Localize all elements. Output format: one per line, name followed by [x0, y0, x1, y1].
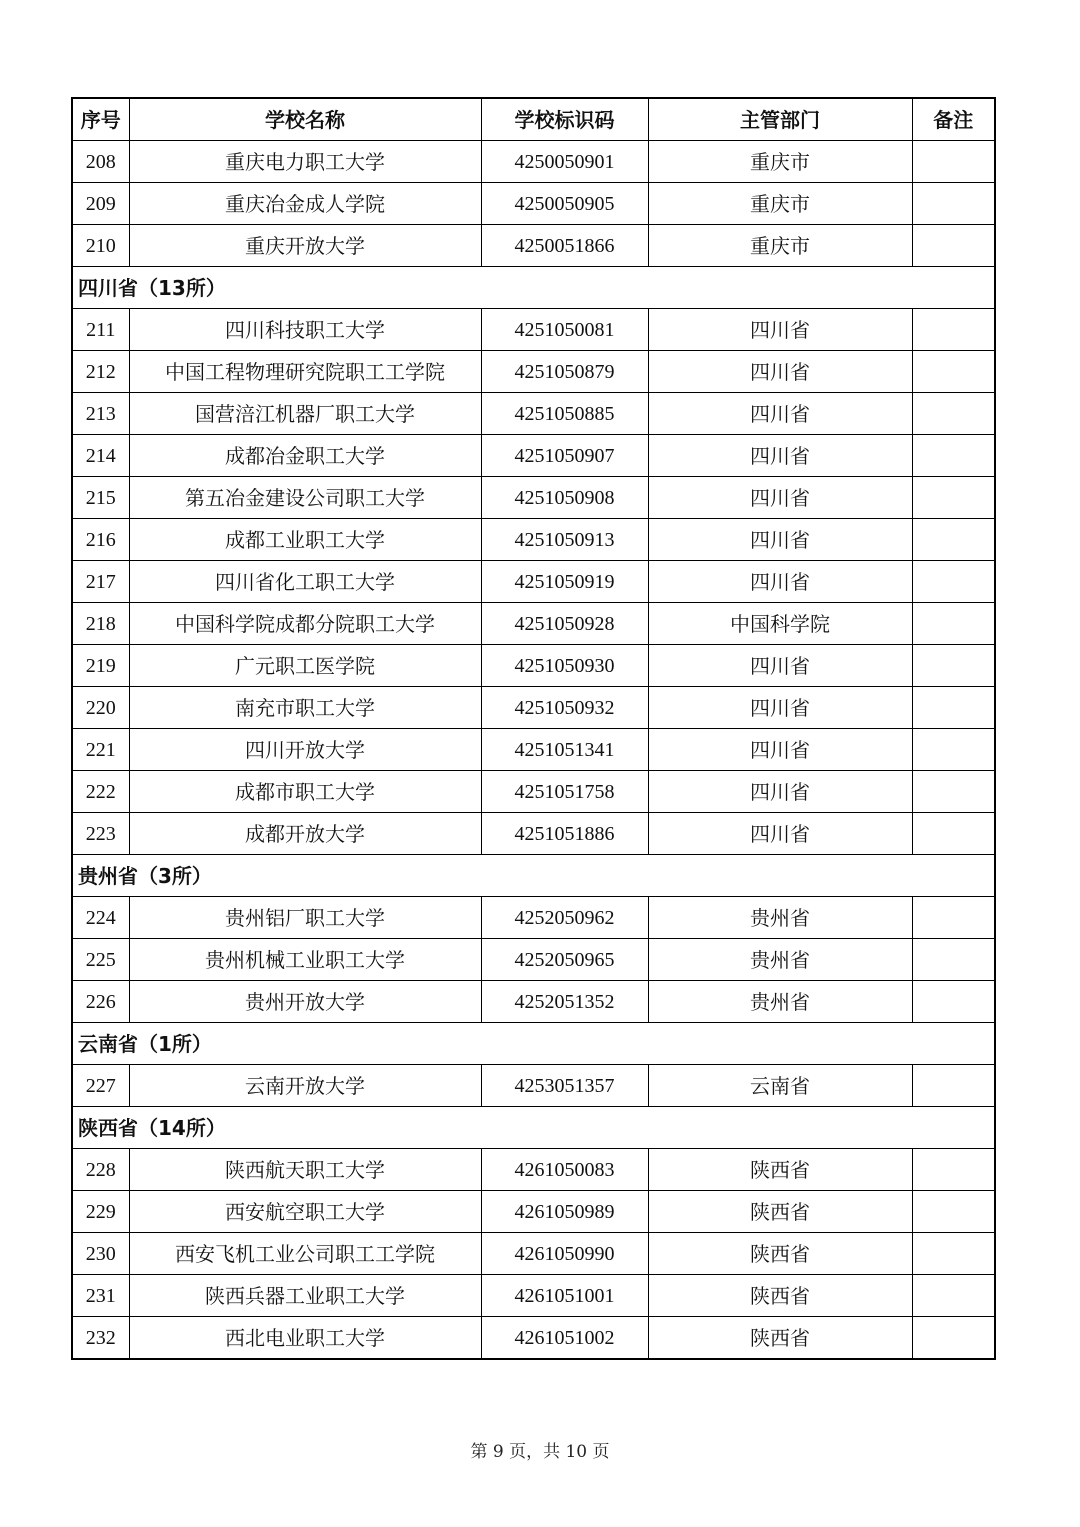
- cell-department: 四川省: [648, 561, 912, 603]
- cell-school-code: 4251050928: [481, 603, 648, 645]
- header-school-code: 学校标识码: [481, 98, 648, 141]
- cell-school-code: 4252050965: [481, 939, 648, 981]
- table-row: [72, 225, 995, 267]
- cell-school-code: 4251051886: [481, 813, 648, 855]
- table-row: [72, 183, 995, 225]
- cell-no: 217: [72, 561, 129, 603]
- section-title: 贵州省（3所）: [72, 855, 995, 897]
- table-row: [72, 729, 995, 771]
- cell-no: 222: [72, 771, 129, 813]
- cell-no: 219: [72, 645, 129, 687]
- cell-department: 陕西省: [648, 1233, 912, 1275]
- cell-school-name: 国营涪江机器厂职工大学: [129, 393, 481, 435]
- cell-note: [912, 1317, 995, 1360]
- cell-note: [912, 435, 995, 477]
- table-row: [72, 1233, 995, 1275]
- cell-department: 贵州省: [648, 897, 912, 939]
- cell-school-name: 南充市职工大学: [129, 687, 481, 729]
- header-no: 序号: [72, 98, 129, 141]
- cell-no: 221: [72, 729, 129, 771]
- cell-school-name: 陕西航天职工大学: [129, 1149, 481, 1191]
- cell-school-name: 陕西兵器工业职工大学: [129, 1275, 481, 1317]
- cell-no: 218: [72, 603, 129, 645]
- cell-note: [912, 225, 995, 267]
- table-row: [72, 771, 995, 813]
- cell-school-code: 4251050930: [481, 645, 648, 687]
- cell-school-name: 贵州开放大学: [129, 981, 481, 1023]
- cell-school-name: 云南开放大学: [129, 1065, 481, 1107]
- cell-note: [912, 729, 995, 771]
- cell-school-name: 贵州铝厂职工大学: [129, 897, 481, 939]
- table-row: [72, 981, 995, 1023]
- cell-department: 四川省: [648, 477, 912, 519]
- cell-department: 重庆市: [648, 225, 912, 267]
- cell-department: 陕西省: [648, 1275, 912, 1317]
- cell-department: 四川省: [648, 351, 912, 393]
- table-row: [72, 309, 995, 351]
- cell-note: [912, 519, 995, 561]
- table-row: [72, 603, 995, 645]
- cell-no: 209: [72, 183, 129, 225]
- cell-school-name: 四川省化工职工大学: [129, 561, 481, 603]
- cell-school-code: 4251050913: [481, 519, 648, 561]
- cell-school-name: 重庆冶金成人学院: [129, 183, 481, 225]
- cell-school-code: 4252050962: [481, 897, 648, 939]
- cell-school-code: 4251050885: [481, 393, 648, 435]
- cell-note: [912, 1191, 995, 1233]
- cell-department: 四川省: [648, 393, 912, 435]
- cell-note: [912, 771, 995, 813]
- cell-department: 陕西省: [648, 1317, 912, 1360]
- cell-department: 四川省: [648, 435, 912, 477]
- cell-school-name: 四川开放大学: [129, 729, 481, 771]
- cell-school-name: 重庆电力职工大学: [129, 141, 481, 183]
- cell-note: [912, 687, 995, 729]
- cell-school-code: 4251050919: [481, 561, 648, 603]
- cell-no: 229: [72, 1191, 129, 1233]
- cell-no: 225: [72, 939, 129, 981]
- cell-note: [912, 351, 995, 393]
- cell-note: [912, 645, 995, 687]
- header-department: 主管部门: [648, 98, 912, 141]
- table-header-row: [72, 98, 995, 141]
- table-row: [72, 1317, 995, 1360]
- cell-school-name: 西北电业职工大学: [129, 1317, 481, 1360]
- section-title: 云南省（1所）: [72, 1023, 995, 1065]
- header-note: 备注: [912, 98, 995, 141]
- cell-school-code: 4251050908: [481, 477, 648, 519]
- cell-department: 四川省: [648, 813, 912, 855]
- cell-department: 四川省: [648, 309, 912, 351]
- cell-no: 228: [72, 1149, 129, 1191]
- cell-department: 陕西省: [648, 1149, 912, 1191]
- section-row: [72, 855, 995, 897]
- table-row: [72, 1275, 995, 1317]
- cell-school-name: 广元职工医学院: [129, 645, 481, 687]
- cell-department: 贵州省: [648, 981, 912, 1023]
- table-row: [72, 435, 995, 477]
- table-row: [72, 939, 995, 981]
- table-row: [72, 477, 995, 519]
- cell-school-code: 4261051001: [481, 1275, 648, 1317]
- cell-note: [912, 897, 995, 939]
- cell-department: 四川省: [648, 519, 912, 561]
- cell-school-code: 4261051002: [481, 1317, 648, 1360]
- table-row: [72, 141, 995, 183]
- cell-department: 四川省: [648, 729, 912, 771]
- cell-note: [912, 141, 995, 183]
- table-body: [72, 141, 995, 1360]
- table-row: [72, 897, 995, 939]
- cell-note: [912, 477, 995, 519]
- table-row: [72, 519, 995, 561]
- cell-department: 中国科学院: [648, 603, 912, 645]
- cell-school-code: 4250050905: [481, 183, 648, 225]
- cell-no: 214: [72, 435, 129, 477]
- cell-no: 210: [72, 225, 129, 267]
- section-title: 四川省（13所）: [72, 267, 995, 309]
- cell-note: [912, 981, 995, 1023]
- cell-no: 220: [72, 687, 129, 729]
- cell-no: 232: [72, 1317, 129, 1360]
- cell-school-name: 第五冶金建设公司职工大学: [129, 477, 481, 519]
- cell-department: 四川省: [648, 687, 912, 729]
- page-footer: 第 9 页，共 10 页: [470, 1442, 610, 1462]
- cell-note: [912, 309, 995, 351]
- cell-department: 云南省: [648, 1065, 912, 1107]
- cell-school-name: 四川科技职工大学: [129, 309, 481, 351]
- cell-note: [912, 561, 995, 603]
- cell-school-code: 4250051866: [481, 225, 648, 267]
- cell-school-code: 4253051357: [481, 1065, 648, 1107]
- section-row: [72, 267, 995, 309]
- section-row: [72, 1107, 995, 1149]
- cell-note: [912, 183, 995, 225]
- cell-no: 211: [72, 309, 129, 351]
- cell-school-code: 4251051341: [481, 729, 648, 771]
- cell-school-code: 4251050081: [481, 309, 648, 351]
- cell-note: [912, 1065, 995, 1107]
- section-title: 陕西省（14所）: [72, 1107, 995, 1149]
- table-row: [72, 645, 995, 687]
- cell-no: 224: [72, 897, 129, 939]
- cell-department: 重庆市: [648, 183, 912, 225]
- cell-department: 陕西省: [648, 1191, 912, 1233]
- cell-department: 贵州省: [648, 939, 912, 981]
- cell-department: 重庆市: [648, 141, 912, 183]
- cell-no: 223: [72, 813, 129, 855]
- table-row: [72, 813, 995, 855]
- cell-note: [912, 1233, 995, 1275]
- cell-school-name: 贵州机械工业职工大学: [129, 939, 481, 981]
- cell-school-name: 西安航空职工大学: [129, 1191, 481, 1233]
- table-row: [72, 561, 995, 603]
- cell-no: 213: [72, 393, 129, 435]
- cell-school-name: 成都冶金职工大学: [129, 435, 481, 477]
- cell-note: [912, 939, 995, 981]
- cell-school-name: 成都工业职工大学: [129, 519, 481, 561]
- cell-department: 四川省: [648, 771, 912, 813]
- cell-school-name: 成都开放大学: [129, 813, 481, 855]
- cell-no: 227: [72, 1065, 129, 1107]
- cell-department: 四川省: [648, 645, 912, 687]
- cell-school-name: 重庆开放大学: [129, 225, 481, 267]
- cell-note: [912, 1275, 995, 1317]
- cell-no: 215: [72, 477, 129, 519]
- cell-no: 208: [72, 141, 129, 183]
- table-row: [72, 687, 995, 729]
- cell-no: 226: [72, 981, 129, 1023]
- cell-school-code: 4261050083: [481, 1149, 648, 1191]
- table-row: [72, 393, 995, 435]
- cell-no: 216: [72, 519, 129, 561]
- cell-note: [912, 393, 995, 435]
- table-row: [72, 1149, 995, 1191]
- cell-school-code: 4251051758: [481, 771, 648, 813]
- cell-no: 231: [72, 1275, 129, 1317]
- table-row: [72, 1065, 995, 1107]
- cell-school-code: 4252051352: [481, 981, 648, 1023]
- section-row: [72, 1023, 995, 1065]
- header-school-name: 学校名称: [129, 98, 481, 141]
- cell-note: [912, 603, 995, 645]
- cell-school-code: 4250050901: [481, 141, 648, 183]
- cell-no: 212: [72, 351, 129, 393]
- cell-note: [912, 813, 995, 855]
- school-table: [71, 97, 996, 1360]
- cell-school-code: 4251050907: [481, 435, 648, 477]
- cell-school-name: 成都市职工大学: [129, 771, 481, 813]
- cell-school-code: 4261050990: [481, 1233, 648, 1275]
- cell-school-name: 中国科学院成都分院职工大学: [129, 603, 481, 645]
- cell-no: 230: [72, 1233, 129, 1275]
- table-row: [72, 1191, 995, 1233]
- cell-school-name: 中国工程物理研究院职工工学院: [129, 351, 481, 393]
- table-row: [72, 351, 995, 393]
- cell-note: [912, 1149, 995, 1191]
- cell-school-code: 4261050989: [481, 1191, 648, 1233]
- cell-school-name: 西安飞机工业公司职工工学院: [129, 1233, 481, 1275]
- cell-school-code: 4251050879: [481, 351, 648, 393]
- cell-school-code: 4251050932: [481, 687, 648, 729]
